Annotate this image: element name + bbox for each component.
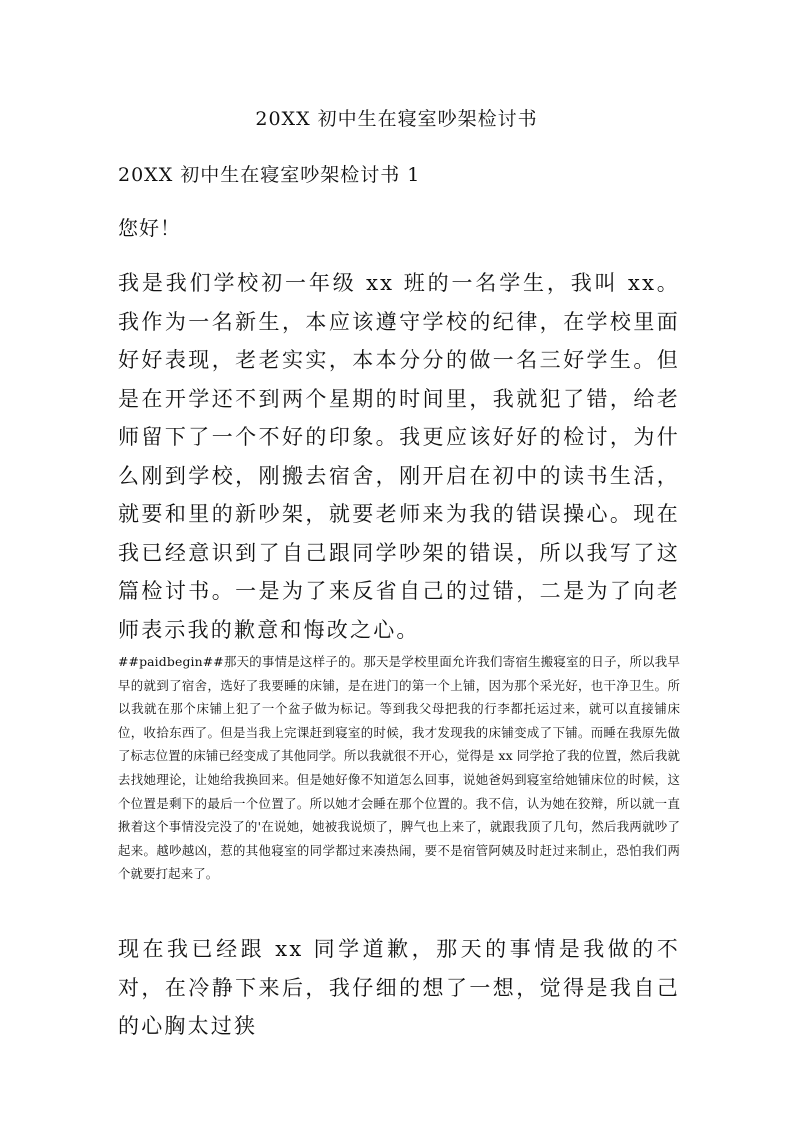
document-title: 20XX 初中生在寝室吵架检讨书 bbox=[255, 108, 538, 130]
greeting: 您好！ bbox=[118, 216, 181, 240]
paragraph-incident: ##paidbegin##那天的事情是这样子的。那天是学校里面允许我们寄宿生搬寝室的日子，所以我早早的就到了宿舍，选好了我要睡的床铺，是在进门的第一个上铺，因为那个采光好，也干净卫生。所以我就在那个床铺上犯了一个盆子做为标记。等到我父母把我的行李都托运过来，就可以直接铺床位，收拾东西了。但是当我上完课赶到寝室的时候，我才发现我的床铺变成了下铺。而睡在我原先做了标志位置的床铺已经变成了其他同学。所以我就很不开心，觉得是 xx 同学抢了我的位置，然后我就去找她理论，让她给我换回来。但是她好像不知道怎么回事，说她爸妈到寝室给她铺床位的时候，这个位置是剩下的最后一个位置了。所以她才会睡在那个位置的。我不信，认为她在狡辩，所以就一直揪着这个事情没完没了的'在说她，她被我说烦了，脾气也上来了，就跟我顶了几句，然后我两就吵了起来。越吵越凶，惹的其他寝室的同学都过来凑热闹，要不是宿管阿姨及时赶过来制止，恐怕我们两个就要打起来了。 bbox=[118, 654, 680, 882]
paragraph-intro: 我是我们学校初一年级 xx 班的一名学生，我叫 xx。我作为一名新生，本应该遵守学校的纪律，在学校里面好好表现，老老实实，本本分分的做一名三好学生。但是在开学还不到两个星期的时间里，我就犯了错，给老师留下了一个不好的印象。我更应该好好的检讨，为什么刚到学校，刚搬去宿舍，刚开启在初中的读书生活，就要和里的新吵架，就要老师来为我的错误操心。现在我已经意识到了自己跟同学吵架的错误，所以我写了这篇检讨书。一是为了来反省自己的过错，二是为了向老师表示我的歉意和悔改之心。 bbox=[118, 271, 680, 642]
section-title: 20XX 初中生在寝室吵架检讨书 1 bbox=[118, 164, 421, 186]
paragraph-apology: 现在我已经跟 xx 同学道歉，那天的事情是我做的不对，在冷静下来后，我仔细的想了一想，觉得是我自己的心胸太过狭 bbox=[118, 937, 680, 1038]
